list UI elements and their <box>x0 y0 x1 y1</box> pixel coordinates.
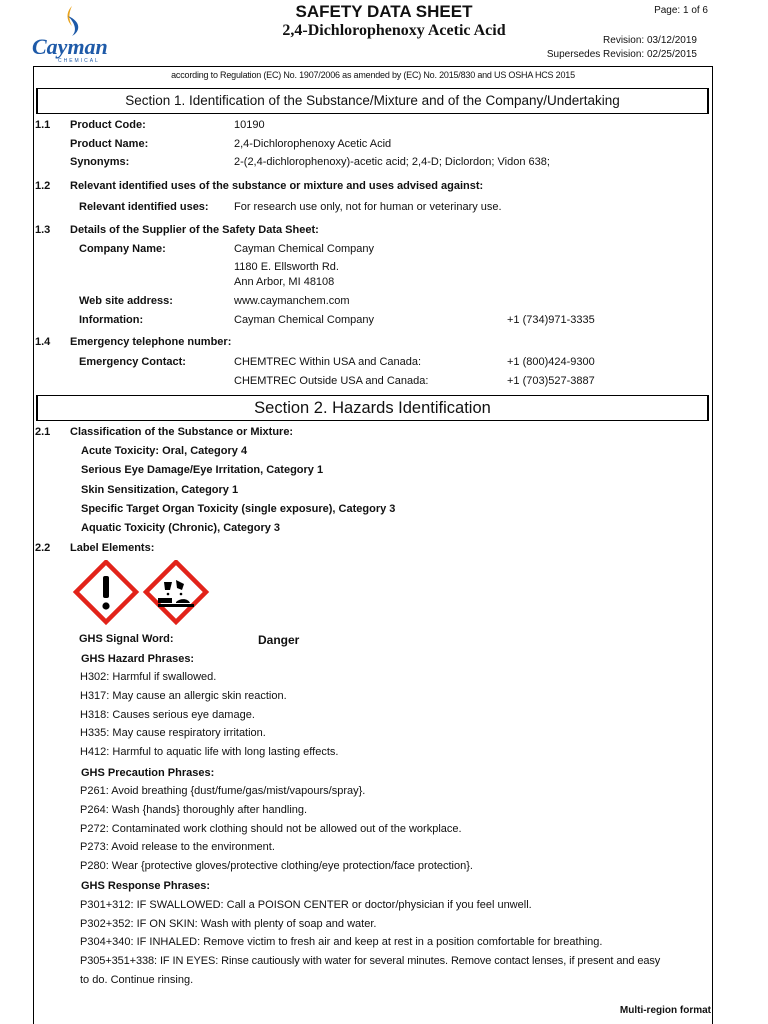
supersedes-date: Supersedes Revision: 02/25/2015 <box>546 49 697 60</box>
section-number: 1.2 <box>35 180 51 192</box>
emergency-contact-label: Emergency Contact: <box>79 356 186 368</box>
section-1-header: Section 1. Identification of the Substance/Mixture and of the Company/Undertaking <box>36 88 709 114</box>
uses-label: Relevant identified uses: <box>79 201 209 213</box>
section-number: 2.1 <box>35 426 51 438</box>
label-elements-heading: Label Elements: <box>70 542 155 554</box>
classification-item: Specific Target Organ Toxicity (single exposure), Category 3 <box>81 503 396 515</box>
chemtrec-us-label: CHEMTREC Within USA and Canada: <box>234 356 422 368</box>
hazard-phrase: H317: May cause an allergic skin reaction. <box>80 690 287 702</box>
frame-top-border <box>33 66 713 67</box>
response-phrase: P305+351+338: IF IN EYES: Rinse cautiously with water for several minutes. Remove contact lenses, if present and easy <box>80 955 661 967</box>
precaution-phrase: P264: Wash {hands} thoroughly after handling. <box>80 804 308 816</box>
synonyms-label: Synonyms: <box>70 156 130 168</box>
signal-word-value: Danger <box>258 633 300 647</box>
hazard-phrase: H318: Causes serious eye damage. <box>80 709 255 721</box>
product-title: 2,4-Dichlorophenoxy Acetic Acid <box>282 22 506 39</box>
product-code-value: 10190 <box>234 119 265 131</box>
ghs-pictograms <box>72 560 212 626</box>
response-phrases-heading: GHS Response Phrases: <box>81 880 210 892</box>
footer-format-note: Multi-region format <box>619 1005 711 1016</box>
hazard-phrase: H335: May cause respiratory irritation. <box>80 727 266 739</box>
supplier-heading: Details of the Supplier of the Safety Data Sheet: <box>70 224 319 236</box>
hazard-phrase: H412: Harmful to aquatic life with long lasting effects. <box>80 746 339 758</box>
response-phrase: P302+352: IF ON SKIN: Wash with plenty of soap and water. <box>80 918 377 930</box>
response-phrase-continued: to do. Continue rinsing. <box>80 974 194 986</box>
response-phrase: P304+340: IF INHALED: Remove victim to fresh air and keep at rest in a position comfortable for breathing. <box>80 936 603 948</box>
address-line-1: 1180 E. Ellsworth Rd. <box>234 261 339 273</box>
classification-item: Serious Eye Damage/Eye Irritation, Category 1 <box>81 464 324 476</box>
frame-left-border <box>33 66 34 1024</box>
section-number: 1.1 <box>35 119 51 131</box>
address-line-2: Ann Arbor, MI 48108 <box>234 276 335 288</box>
company-label: Company Name: <box>79 243 166 255</box>
section-number: 1.3 <box>35 224 51 236</box>
frame-right-border <box>712 66 713 1024</box>
precaution-phrase: P273: Avoid release to the environment. <box>80 841 275 853</box>
precaution-phrase: P280: Wear {protective gloves/protective clothing/eye protection/face protection}. <box>80 860 473 872</box>
precaution-phrase: P272: Contaminated work clothing should not be allowed out of the workplace. <box>80 823 462 835</box>
document-title: SAFETY DATA SHEET <box>295 2 473 21</box>
uses-value: For research use only, not for human or veterinary use. <box>234 201 502 213</box>
hazard-phrases-heading: GHS Hazard Phrases: <box>81 653 195 665</box>
classification-item: Acute Toxicity: Oral, Category 4 <box>81 445 248 457</box>
classification-item: Skin Sensitization, Category 1 <box>81 484 239 496</box>
response-phrase: P301+312: IF SWALLOWED: Call a POISON CENTER or doctor/physician if you feel unwell. <box>80 899 532 911</box>
product-name-label: Product Name: <box>70 138 149 150</box>
regulation-note: according to Regulation (EC) No. 1907/2006 as amended by (EC) No. 2015/830 and US OSHA HCS 2015 <box>171 70 575 80</box>
precaution-phrases-heading: GHS Precaution Phrases: <box>81 767 215 779</box>
section-number: 1.4 <box>35 336 51 348</box>
logo-subtext: CHEMICAL <box>58 58 100 64</box>
information-phone: +1 (734)971-3335 <box>507 314 595 326</box>
corrosion-icon <box>146 562 206 622</box>
signal-word-label: GHS Signal Word: <box>79 633 174 645</box>
classification-heading: Classification of the Substance or Mixture: <box>70 426 294 438</box>
information-value: Cayman Chemical Company <box>234 314 374 326</box>
chemtrec-us-phone: +1 (800)424-9300 <box>507 356 595 368</box>
revision-date: Revision: 03/12/2019 <box>603 35 697 46</box>
section-2-header: Section 2. Hazards Identification <box>36 395 709 421</box>
uses-heading: Relevant identified uses of the substance or mixture and uses advised against: <box>70 180 484 192</box>
hazard-phrase: H302: Harmful if swallowed. <box>80 671 217 683</box>
section-number: 2.2 <box>35 542 51 554</box>
emergency-heading: Emergency telephone number: <box>70 336 232 348</box>
exclamation-mark-icon <box>76 562 136 622</box>
information-label: Information: <box>79 314 144 326</box>
page-number: Page: 1 of 6 <box>654 5 708 16</box>
website-value[interactable]: www.caymanchem.com <box>234 295 350 307</box>
classification-item: Aquatic Toxicity (Chronic), Category 3 <box>81 522 281 534</box>
synonyms-value: 2-(2,4-dichlorophenoxy)-acetic acid; 2,4-D; Diclordon; Vidon 638; <box>234 156 550 168</box>
product-name-value: 2,4-Dichlorophenoxy Acetic Acid <box>234 138 392 150</box>
website-label: Web site address: <box>79 295 173 307</box>
chemtrec-outside-label: CHEMTREC Outside USA and Canada: <box>234 375 429 387</box>
product-code-label: Product Code: <box>70 119 146 131</box>
chemtrec-outside-phone: +1 (703)527-3887 <box>507 375 595 387</box>
logo-text: Cayman <box>32 34 108 59</box>
company-value: Cayman Chemical Company <box>234 243 374 255</box>
precaution-phrase: P261: Avoid breathing {dust/fume/gas/mist/vapours/spray}. <box>80 785 366 797</box>
